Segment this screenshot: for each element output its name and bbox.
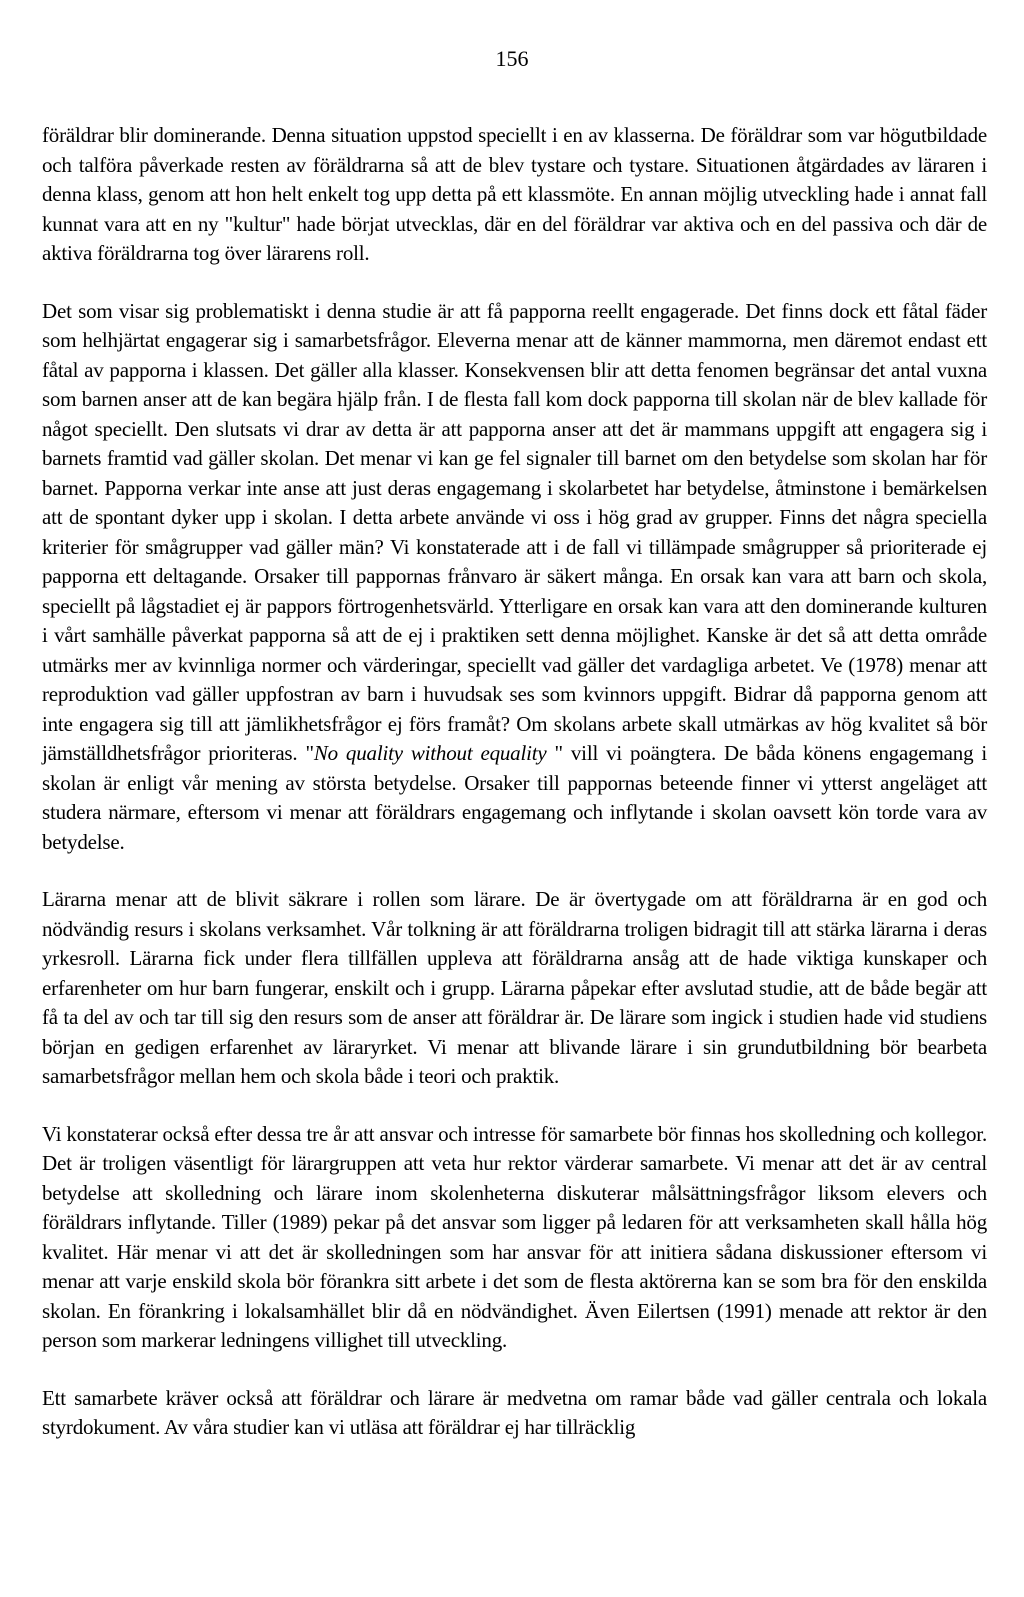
paragraph-teachers-role: Lärarna menar att de blivit säkrare i rollen som lärare. De är övertygade om att föräldrarna är en god och nödvändig resurs i skolans verksamhet. Vår tolkning är att föräldrarna troligen bidragit till att stärka lärarna i deras yrkesroll. Lärarna fick under flera tillfällen uppleva att föräldrarna ansåg att de hade viktiga kunskaper och erfarenheter om hur barn fungerar, enskilt och i grupp. Lärarna påpekar efter avslutad studie, att de både begär att få ta del av och tar till sig den resurs som de anser att föräldrar är. De lärare som ingick i studien hade vid studiens början en gedigen erfarenhet av läraryrket. Vi menar att blivande lärare i sin grundutbildning bör bearbeta samarbetsfrågor mellan hem och skola både i teori och praktik. [42,887,987,1088]
paragraph-fathers-engagement [42,297,987,858]
paragraph-frameworks: Ett samarbete kräver också att föräldrar och lärare är medvetna om ramar både vad gäller centrala och lokala styrdokument. Av våra studier kan vi utläsa att föräldrar ej har tillräcklig [42,1385,987,1439]
page-number: 156 [495,46,529,71]
paragraph-fathers-text-end: " vill vi poängtera. De båda könens engagemang i skolan är enligt vår mening av största betydelse. Orsaker till pappornas beteende finner vi ytterst angeläget att studera närmare, eftersom vi menar att föräldrars engagemang och inflytande i skolan oavsett kön torde vara av betydelse. [42,741,987,854]
paragraph-parent-dominance: föräldrar blir dominerande. Denna situation uppstod speciellt i en av klasserna. De föräldrar som var högutbildade och talföra påverkade resten av föräldrarna så att de blev tystare och tystare. Situationen åtgärdades av läraren i denna klass, genom att hon helt enkelt tog upp detta på ett klassmöte. En annan möjlig utveckling hade i annat fall kunnat vara att en ny "kultur" hade börjat utvecklas, där en del föräldrar var aktiva och en del passiva och där de aktiva föräldrarna tog över lärarens roll. [42,123,987,265]
body-text [42,121,987,1471]
paragraph-school-leadership: Vi konstaterar också efter dessa tre år att ansvar och intresse för samarbete bör finnas hos skolledning och kollegor. Det är troligen väsentligt för lärargruppen att veta hur rektor värderar samarbete. Vi menar att det är av central betydelse att skolledning och lärare inom skolenheterna diskuterar målsättningsfrågor liksom elevers och föräldrars inflytande. Tiller (1989) pekar på det ansvar som ligger på ledaren för att verksamheten skall hålla hög kvalitet. Här menar vi att det är skolledningen som har ansvar för att initiera sådana diskussioner eftersom vi menar att varje enskild skola bör förankra sitt arbete i det som de flesta aktörerna kan se som bra för den enskilda skolan. En förankring i lokalsamhället blir då en nödvändighet. Även Eilertsen (1991) menade att rektor är den person som markerar ledningens villighet till utveckling. [42,1121,987,1352]
italic-quote: No quality without equality [313,741,547,765]
paragraph-fathers-text-start: Det som visar sig problematiskt i denna studie är att få papporna reellt engagerade. Det finns dock ett fåtal fäder som helhjärtat engagerar sig i samarbetsfrågor. Eleverna menar att de känner mammorna, men däremot endast ett fåtal av papporna i klassen. Det gäller alla klasser. Konsekvensen blir att detta fenomen begränsar det antal vuxna som barnen anser att de kan begära hjälp från. I de flesta fall kom dock papporna till skolan när de blev kallade för något speciellt. Den slutsats vi drar av detta är att papporna anser att det är mammans uppgift att engagera sig i barnets framtid vad gäller skolan. Det menar vi kan ge fel signaler till barnet om den betydelse som skolan har för barnet. Papporna verkar inte anse att just deras engagemang i skolarbetet har betydelse, åtminstone i bemärkelsen att de spontant dyker upp i skolan. I detta arbete använde vi oss i hög grad av grupper. Finns det några speciella kriterier för smågrupper vad gäller män? Vi konstaterade att i de fall vi tillämpade smågrupper så prioriterade ej papporna ett deltagande. Orsaker till pappornas frånvaro är säkert många. En orsak kan vara att barn och skola, speciellt på lågstadiet ej är pappors förtrogenhetsvärld. Ytterligare en orsak kan vara att den dominerande kulturen i vårt samhälle påverkat papporna så att de ej i praktiken sett denna möjlighet. Kanske är det så att detta område utmärks mer av kvinnliga normer och värderingar, speciellt vad gäller det vardagliga arbetet. Ve (1978) menar att reproduktion vad gäller uppfostran av barn i huvudsak ses som kvinnors uppgift. Bidrar då papporna genom att inte engagera sig till att jämlikhetsfrågor ej förs framåt? Om skolans arbete skall utmärkas av hög kvalitet så bör jämställdhetsfrågor prioriteras. " [42,298,987,765]
